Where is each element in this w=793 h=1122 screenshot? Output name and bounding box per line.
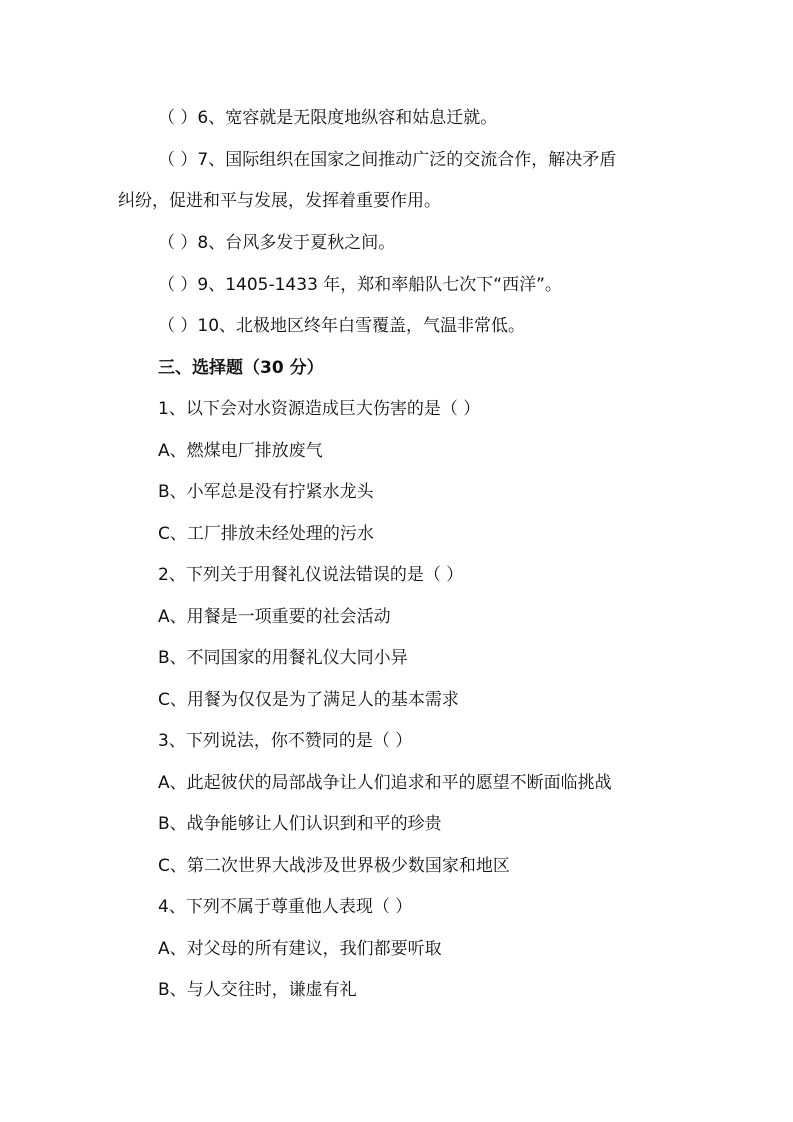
tf-item-8: （ ）8、台风多发于夏秋之间。 <box>158 233 396 253</box>
q1-option-a: A、燃煤电厂排放废气 <box>158 441 323 461</box>
q3-option-c: C、第二次世界大战涉及世界极少数国家和地区 <box>158 856 510 876</box>
q2-option-c: C、用餐为仅仅是为了满足人的基本需求 <box>158 690 459 710</box>
q3-option-b: B、战争能够让人们认识到和平的珍贵 <box>158 814 442 834</box>
q2-option-a: A、用餐是一项重要的社会活动 <box>158 607 391 627</box>
question-2: 2、下列关于用餐礼仪说法错误的是（ ） <box>158 565 464 585</box>
q1-option-c: C、工厂排放未经处理的污水 <box>158 524 374 544</box>
q3-option-a: A、此起彼伏的局部战争让人们追求和平的愿望不断面临挑战 <box>158 773 612 793</box>
question-4: 4、下列不属于尊重他人表现（ ） <box>158 897 413 917</box>
question-3: 3、下列说法，你不赞同的是（ ） <box>158 731 413 751</box>
tf-item-7: （ ）7、国际组织在国家之间推动广泛的交流合作，解决矛盾 <box>158 150 617 170</box>
q1-option-b: B、小军总是没有拧紧水龙头 <box>158 482 374 502</box>
section-heading: 三、选择题（30 分） <box>158 358 324 378</box>
question-1: 1、以下会对水资源造成巨大伤害的是（ ） <box>158 399 481 419</box>
q4-option-b: B、与人交往时，谦虚有礼 <box>158 980 357 1000</box>
q2-option-b: B、不同国家的用餐礼仪大同小异 <box>158 648 408 668</box>
q4-option-a: A、对父母的所有建议，我们都要听取 <box>158 939 442 959</box>
tf-item-10: （ ）10、北极地区终年白雪覆盖，气温非常低。 <box>158 316 526 336</box>
tf-item-6: （ ）6、宽容就是无限度地纵容和姑息迁就。 <box>158 108 498 128</box>
tf-item-9: （ ）9、1405-1433 年，郑和率船队七次下“西洋”。 <box>158 275 562 295</box>
tf-item-7-continued: 纠纷，促进和平与发展，发挥着重要作用。 <box>118 191 441 211</box>
